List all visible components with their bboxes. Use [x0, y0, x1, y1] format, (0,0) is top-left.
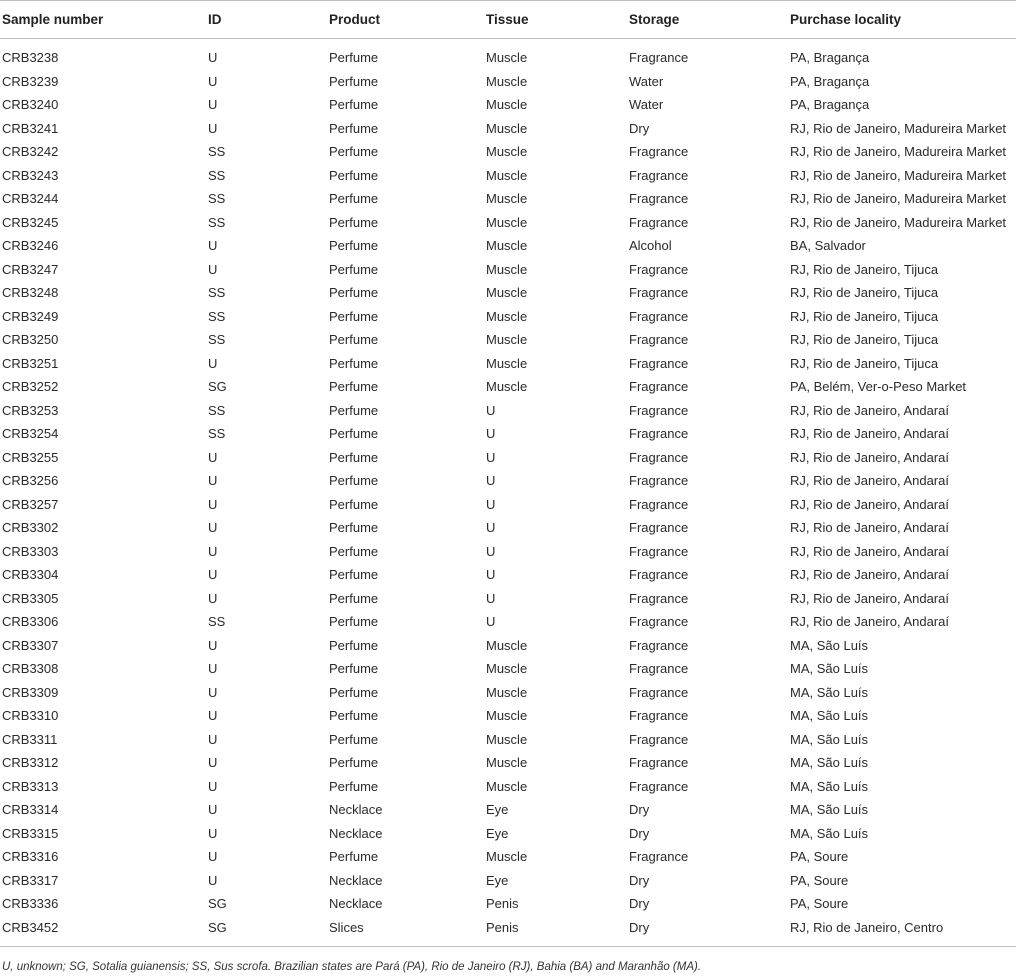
cell-purchase-locality: RJ, Rio de Janeiro, Madureira Market: [790, 214, 1007, 230]
table-row: [0, 399, 1016, 423]
cell-id: U: [208, 708, 218, 723]
table-row: [0, 822, 1016, 846]
cell-product: Perfume: [329, 308, 379, 324]
cell-storage: Water: [629, 73, 664, 89]
cell-sample-number: CRB3245: [2, 214, 59, 230]
cell-purchase-locality: PA, Soure: [790, 896, 849, 911]
cell-tissue: Muscle: [486, 191, 528, 206]
cell-id: U: [208, 97, 218, 112]
table-row: [0, 375, 1016, 399]
cell-tissue: Muscle: [486, 684, 528, 700]
cell-tissue: Eye: [486, 872, 509, 888]
cell-id: U: [208, 731, 218, 747]
cell-storage: Fragrance: [629, 543, 689, 559]
cell-storage: Fragrance: [629, 473, 689, 488]
cell-purchase-locality: RJ, Rio de Janeiro, Tijuca: [790, 285, 939, 300]
cell-purchase-locality: PA, Soure: [790, 849, 849, 864]
cell-purchase-locality: MA, São Luís: [790, 684, 869, 700]
cell-id: SG: [208, 919, 227, 935]
cell-purchase-locality: MA, São Luís: [790, 661, 869, 676]
table-row: [0, 634, 1016, 658]
cell-product: Perfume: [329, 567, 379, 582]
cell-storage: Fragrance: [629, 637, 689, 653]
cell-sample-number: CRB3257: [2, 496, 59, 512]
cell-product: Perfume: [329, 637, 379, 653]
cell-sample-number: CRB3303: [2, 543, 59, 559]
cell-purchase-locality: BA, Salvador: [790, 238, 866, 253]
cell-id: SG: [208, 896, 227, 911]
cell-tissue: Muscle: [486, 379, 528, 394]
table-row: [0, 728, 1016, 752]
cell-sample-number: CRB3251: [2, 355, 59, 371]
cell-sample-number: CRB3316: [2, 849, 59, 864]
cell-tissue: Muscle: [486, 355, 528, 371]
cell-tissue: Muscle: [486, 144, 528, 159]
cell-product: Perfume: [329, 191, 379, 206]
cell-storage: Fragrance: [629, 590, 689, 606]
cell-storage: Fragrance: [629, 308, 689, 324]
cell-sample-number: CRB3336: [2, 896, 59, 911]
cell-tissue: Muscle: [486, 849, 528, 864]
table-row: [0, 869, 1016, 893]
cell-product: Perfume: [329, 332, 379, 347]
cell-id: U: [208, 567, 218, 582]
cell-id: U: [208, 778, 218, 794]
cell-purchase-locality: PA, Belém, Ver-o-Peso Market: [790, 379, 967, 394]
table-row: [0, 328, 1016, 352]
cell-storage: Fragrance: [629, 144, 689, 159]
cell-sample-number: CRB3315: [2, 825, 59, 841]
cell-id: U: [208, 355, 218, 371]
cell-sample-number: CRB3305: [2, 590, 59, 606]
cell-purchase-locality: PA, Bragança: [790, 73, 870, 89]
cell-id: U: [208, 661, 218, 676]
cell-purchase-locality: RJ, Rio de Janeiro, Andaraí: [790, 402, 949, 418]
cell-sample-number: CRB3304: [2, 567, 59, 582]
cell-purchase-locality: PA, Soure: [790, 872, 849, 888]
cell-product: Perfume: [329, 473, 379, 488]
cell-tissue: Penis: [486, 919, 519, 935]
cell-purchase-locality: RJ, Rio de Janeiro, Centro: [790, 919, 944, 935]
cell-tissue: Eye: [486, 802, 509, 817]
cell-id: U: [208, 50, 218, 65]
cell-purchase-locality: RJ, Rio de Janeiro, Andaraí: [790, 567, 949, 582]
cell-purchase-locality: RJ, Rio de Janeiro, Tijuca: [790, 308, 939, 324]
cell-sample-number: CRB3313: [2, 778, 59, 794]
cell-storage: Fragrance: [629, 778, 689, 794]
cell-product: Perfume: [329, 120, 379, 136]
cell-tissue: Muscle: [486, 97, 528, 112]
table-row: [0, 234, 1016, 258]
cell-id: U: [208, 684, 218, 700]
cell-purchase-locality: RJ, Rio de Janeiro, Tijuca: [790, 332, 939, 347]
cell-purchase-locality: RJ, Rio de Janeiro, Tijuca: [790, 355, 939, 371]
cell-id: U: [208, 872, 218, 888]
table-row: [0, 117, 1016, 141]
table-row: [0, 681, 1016, 705]
cell-id: SS: [208, 614, 226, 629]
cell-tissue: Eye: [486, 825, 509, 841]
table-row: [0, 422, 1016, 446]
cell-tissue: Muscle: [486, 332, 528, 347]
cell-product: Perfume: [329, 684, 379, 700]
cell-storage: Fragrance: [629, 520, 689, 535]
cell-product: Perfume: [329, 520, 379, 535]
cell-tissue: Muscle: [486, 73, 528, 89]
cell-id: SS: [208, 308, 226, 324]
cell-sample-number: CRB3249: [2, 308, 59, 324]
cell-storage: Fragrance: [629, 567, 689, 582]
cell-sample-number: CRB3244: [2, 191, 59, 206]
cell-product: Slices: [329, 919, 364, 935]
table-row: [0, 140, 1016, 164]
cell-sample-number: CRB3309: [2, 684, 59, 700]
cell-product: Perfume: [329, 449, 379, 465]
cell-sample-number: CRB3312: [2, 755, 59, 770]
cell-id: SS: [208, 191, 226, 206]
cell-product: Perfume: [329, 731, 379, 747]
cell-tissue: Muscle: [486, 120, 528, 136]
cell-sample-number: CRB3256: [2, 473, 59, 488]
cell-storage: Fragrance: [629, 755, 689, 770]
cell-tissue: U: [486, 567, 496, 582]
cell-product: Necklace: [329, 896, 383, 911]
table-row: [0, 258, 1016, 282]
header-tissue: Tissue: [486, 11, 529, 27]
cell-product: Perfume: [329, 73, 379, 89]
cell-sample-number: CRB3302: [2, 520, 59, 535]
header-storage: Storage: [629, 11, 680, 27]
cell-purchase-locality: RJ, Rio de Janeiro, Andaraí: [790, 543, 949, 559]
cell-product: Perfume: [329, 426, 379, 441]
cell-purchase-locality: RJ, Rio de Janeiro, Madureira Market: [790, 144, 1007, 159]
cell-storage: Dry: [629, 919, 650, 935]
cell-purchase-locality: MA, São Luís: [790, 778, 869, 794]
table-row: [0, 516, 1016, 540]
cell-product: Perfume: [329, 167, 379, 183]
cell-sample-number: CRB3255: [2, 449, 59, 465]
cell-product: Perfume: [329, 402, 379, 418]
table-row: [0, 493, 1016, 517]
cell-storage: Dry: [629, 802, 650, 817]
cell-id: U: [208, 73, 218, 89]
table-row: [0, 775, 1016, 799]
cell-purchase-locality: RJ, Rio de Janeiro, Andaraí: [790, 520, 949, 535]
cell-storage: Fragrance: [629, 449, 689, 465]
cell-purchase-locality: RJ, Rio de Janeiro, Andaraí: [790, 590, 949, 606]
cell-storage: Fragrance: [629, 355, 689, 371]
cell-sample-number: CRB3246: [2, 238, 59, 253]
cell-sample-number: CRB3314: [2, 802, 59, 817]
cell-id: SS: [208, 144, 226, 159]
cell-tissue: Muscle: [486, 238, 528, 253]
cell-storage: Fragrance: [629, 684, 689, 700]
cell-id: SS: [208, 332, 226, 347]
cell-product: Perfume: [329, 144, 379, 159]
cell-tissue: Muscle: [486, 731, 528, 747]
header-id: ID: [208, 11, 222, 27]
table-row: [0, 892, 1016, 916]
cell-id: SG: [208, 379, 227, 394]
cell-storage: Fragrance: [629, 426, 689, 441]
cell-id: U: [208, 825, 218, 841]
cell-tissue: U: [486, 520, 496, 535]
cell-id: U: [208, 849, 218, 864]
table-row: [0, 704, 1016, 728]
cell-sample-number: CRB3310: [2, 708, 59, 723]
cell-storage: Dry: [629, 825, 650, 841]
table-row: [0, 610, 1016, 634]
cell-storage: Dry: [629, 120, 650, 136]
cell-tissue: Penis: [486, 896, 519, 911]
cell-tissue: Muscle: [486, 261, 528, 277]
cell-purchase-locality: RJ, Rio de Janeiro, Andaraí: [790, 426, 949, 441]
cell-storage: Fragrance: [629, 167, 689, 183]
cell-storage: Fragrance: [629, 496, 689, 512]
cell-tissue: Muscle: [486, 708, 528, 723]
cell-sample-number: CRB3247: [2, 261, 59, 277]
header-purchase-locality: Purchase locality: [790, 11, 902, 27]
cell-storage: Fragrance: [629, 214, 689, 230]
table-bottom-rule: [0, 946, 1016, 947]
cell-tissue: Muscle: [486, 637, 528, 653]
table-spacer-row: [0, 38, 1016, 46]
cell-purchase-locality: MA, São Luís: [790, 755, 869, 770]
cell-id: U: [208, 449, 218, 465]
cell-tissue: Muscle: [486, 285, 528, 300]
cell-id: U: [208, 543, 218, 559]
cell-id: U: [208, 590, 218, 606]
cell-product: Perfume: [329, 238, 379, 253]
cell-product: Perfume: [329, 379, 379, 394]
cell-tissue: Muscle: [486, 214, 528, 230]
cell-sample-number: CRB3311: [2, 731, 58, 747]
table-row: [0, 281, 1016, 305]
cell-product: Perfume: [329, 778, 379, 794]
cell-purchase-locality: MA, São Luís: [790, 731, 869, 747]
cell-sample-number: CRB3252: [2, 379, 59, 394]
cell-sample-number: CRB3240: [2, 97, 59, 112]
table-row: [0, 469, 1016, 493]
cell-id: U: [208, 473, 218, 488]
cell-id: SS: [208, 402, 226, 418]
cell-storage: Dry: [629, 896, 650, 911]
cell-storage: Alcohol: [629, 238, 672, 253]
cell-storage: Fragrance: [629, 402, 689, 418]
cell-id: U: [208, 755, 218, 770]
cell-storage: Dry: [629, 872, 650, 888]
cell-purchase-locality: MA, São Luís: [790, 802, 869, 817]
cell-storage: Fragrance: [629, 614, 689, 629]
cell-tissue: U: [486, 426, 496, 441]
cell-sample-number: CRB3239: [2, 73, 59, 89]
cell-purchase-locality: RJ, Rio de Janeiro, Madureira Market: [790, 120, 1007, 136]
cell-tissue: Muscle: [486, 50, 528, 65]
cell-storage: Fragrance: [629, 849, 689, 864]
table-header-row: [0, 0, 1016, 38]
cell-storage: Water: [629, 97, 664, 112]
cell-product: Perfume: [329, 543, 379, 559]
cell-product: Perfume: [329, 590, 379, 606]
table-row: [0, 446, 1016, 470]
cell-tissue: U: [486, 402, 496, 418]
table-row: [0, 93, 1016, 117]
table-row: [0, 657, 1016, 681]
cell-sample-number: CRB3242: [2, 144, 59, 159]
cell-sample-number: CRB3241: [2, 120, 59, 136]
cell-sample-number: CRB3254: [2, 426, 59, 441]
cell-product: Necklace: [329, 825, 383, 841]
cell-storage: Fragrance: [629, 379, 689, 394]
table-row: [0, 352, 1016, 376]
cell-id: SS: [208, 426, 226, 441]
table-row: [0, 751, 1016, 775]
cell-product: Necklace: [329, 802, 383, 817]
cell-product: Perfume: [329, 614, 379, 629]
table-row: [0, 587, 1016, 611]
cell-id: U: [208, 120, 218, 136]
cell-storage: Fragrance: [629, 332, 689, 347]
cell-storage: Fragrance: [629, 285, 689, 300]
cell-purchase-locality: RJ, Rio de Janeiro, Andaraí: [790, 449, 949, 465]
cell-tissue: U: [486, 449, 496, 465]
cell-purchase-locality: RJ, Rio de Janeiro, Madureira Market: [790, 167, 1007, 183]
cell-id: U: [208, 238, 218, 253]
cell-purchase-locality: RJ, Rio de Janeiro, Andaraí: [790, 473, 949, 488]
cell-purchase-locality: PA, Bragança: [790, 97, 870, 112]
cell-storage: Fragrance: [629, 50, 689, 65]
cell-sample-number: CRB3250: [2, 332, 59, 347]
cell-storage: Fragrance: [629, 708, 689, 723]
cell-product: Perfume: [329, 97, 379, 112]
cell-id: SS: [208, 167, 226, 183]
cell-tissue: Muscle: [486, 308, 528, 324]
cell-purchase-locality: RJ, Rio de Janeiro, Madureira Market: [790, 191, 1007, 206]
cell-purchase-locality: PA, Bragança: [790, 50, 870, 65]
cell-purchase-locality: RJ, Rio de Janeiro, Tijuca: [790, 261, 939, 277]
table-row: [0, 305, 1016, 329]
table-row: [0, 540, 1016, 564]
cell-id: SS: [208, 214, 226, 230]
cell-tissue: Muscle: [486, 755, 528, 770]
table-row: [0, 845, 1016, 869]
cell-purchase-locality: MA, São Luís: [790, 825, 869, 841]
table-row: [0, 70, 1016, 94]
cell-product: Perfume: [329, 849, 379, 864]
cell-tissue: U: [486, 496, 496, 512]
cell-tissue: U: [486, 614, 496, 629]
cell-product: Perfume: [329, 50, 379, 65]
cell-sample-number: CRB3307: [2, 637, 59, 653]
table-row: [0, 164, 1016, 188]
table-body: [0, 38, 1016, 939]
cell-product: Perfume: [329, 708, 379, 723]
table-row: [0, 187, 1016, 211]
cell-purchase-locality: MA, São Luís: [790, 708, 869, 723]
cell-purchase-locality: MA, São Luís: [790, 637, 869, 653]
cell-product: Perfume: [329, 214, 379, 230]
cell-storage: Fragrance: [629, 261, 689, 277]
cell-product: Perfume: [329, 261, 379, 277]
cell-sample-number: CRB3317: [2, 872, 59, 888]
table-footnote: U, unknown; SG, Sotalia guianensis; SS, Sus scrofa. Brazilian states are Pará (PA), Rio de Janeiro (RJ), Bahia (BA) and Maranhão (MA).: [2, 961, 702, 973]
cell-product: Perfume: [329, 496, 379, 512]
cell-sample-number: CRB3452: [2, 919, 59, 935]
cell-tissue: Muscle: [486, 167, 528, 183]
cell-product: Perfume: [329, 755, 379, 770]
table-row: [0, 46, 1016, 70]
cell-sample-number: CRB3248: [2, 285, 59, 300]
cell-sample-number: CRB3253: [2, 402, 59, 418]
cell-purchase-locality: RJ, Rio de Janeiro, Andaraí: [790, 496, 949, 512]
cell-product: Perfume: [329, 355, 379, 371]
cell-tissue: Muscle: [486, 778, 528, 794]
header-product: Product: [329, 11, 381, 27]
cell-storage: Fragrance: [629, 661, 689, 676]
cell-tissue: U: [486, 473, 496, 488]
table-row: [0, 916, 1016, 940]
cell-id: U: [208, 496, 218, 512]
cell-sample-number: CRB3238: [2, 50, 59, 65]
cell-sample-number: CRB3243: [2, 167, 59, 183]
table-row: [0, 211, 1016, 235]
cell-id: U: [208, 520, 218, 535]
cell-sample-number: CRB3308: [2, 661, 59, 676]
cell-id: SS: [208, 285, 226, 300]
cell-tissue: U: [486, 543, 496, 559]
cell-id: U: [208, 637, 218, 653]
cell-sample-number: CRB3306: [2, 614, 59, 629]
cell-product: Perfume: [329, 285, 379, 300]
cell-id: U: [208, 261, 218, 277]
cell-product: Perfume: [329, 661, 379, 676]
cell-storage: Fragrance: [629, 191, 689, 206]
cell-product: Necklace: [329, 872, 383, 888]
header-sample-number: Sample number: [2, 11, 104, 27]
cell-id: U: [208, 802, 218, 817]
cell-tissue: Muscle: [486, 661, 528, 676]
cell-tissue: U: [486, 590, 496, 606]
cell-storage: Fragrance: [629, 731, 689, 747]
cell-purchase-locality: RJ, Rio de Janeiro, Andaraí: [790, 614, 949, 629]
table-row: [0, 798, 1016, 822]
table-row: [0, 563, 1016, 587]
